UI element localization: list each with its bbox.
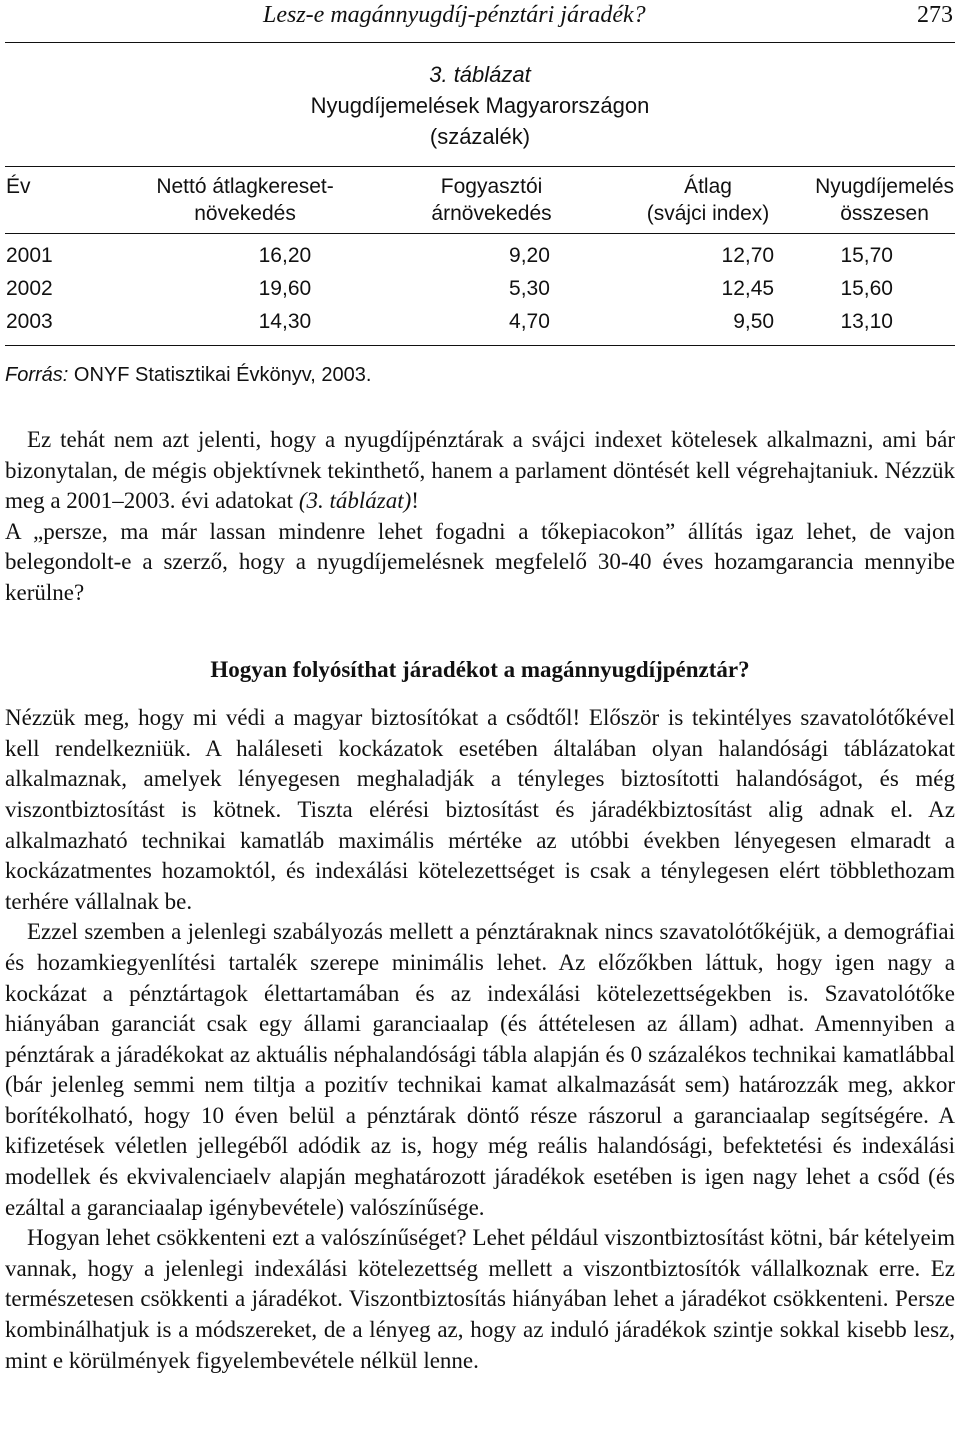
source-label: Forrás: [5,364,69,386]
table-title: Nyugdíjemelések Magyarországon [310,93,650,118]
table-row [5,234,955,273]
col-header-consumer-prices: Fogyasztói árnövekedés [381,167,602,234]
table-cell: 16,20 [258,244,312,267]
table-cell: 15,70 [840,244,893,267]
table-cell: 5,30 [509,277,550,300]
page-number: 273 [917,2,953,28]
table-cell: 14,30 [258,310,312,333]
paragraph: A „persze, ma már lassan mindenre lehet fogadni a tőkepiacokon” állítás igaz lehet, de vajon belegondolt-e a szerző, hogy a nyugdíjemelésnek megfelelő 30-40 éves hozamgarancia mennyibe kerülne? [5,518,955,605]
table-cell: 13,10 [840,310,893,333]
table-row [5,305,955,345]
section-heading: Hogyan folyósíthat járadékot a magánnyugdíjpénztár? [210,656,750,682]
paragraph: Nézzük meg, hogy mi védi a magyar biztosítókat a csődtől! Először is tekintélyes szavatolótőkével kell rendelkezniük. A haláleseti kockázatok esetében általában olyan halandósági táblázatokat alkalmaznak, amelyek lényegesen meghaladják a tényleges biztosítotti halandóságot, és még viszontbiztosítást is kötnek. Tiszta elérési biztosítást és járadékbiztosítást alig adnak el. Az alkalmazható technikai kamatláb maximális mértéke az utóbbi években lényegesen elmaradt a kockázatmentes hozamoktól, és indexálási kötelezettséget is csak a ténylegesen elért többlethozam terhére vállalnak be. [5,705,955,914]
table-cell: 2001 [6,244,53,267]
table-cell: 9,50 [733,310,775,333]
running-head-title: Lesz-e magánnyugdíj-pénztári járadék? [263,2,646,28]
col-header-pension-increase: Nyugdíjemelés összesen [814,167,955,234]
table-cell: 9,20 [509,244,550,267]
body-text [5,425,955,1376]
col-header-swiss-index: Átlag (svájci index) [602,167,814,234]
source-text: ONYF Statisztikai Évkönyv, 2003. [73,364,372,386]
table-number: 3. táblázat [429,62,531,87]
paragraph: Ezzel szemben a jelenlegi szabályozás mellett a pénztáraknak nincs szavatolótőkéjük, a demográfiai és hozamkiegyenlítési tartalék szerepe minimális lehet. Az előzőkben láttuk, hogy igen nagy a kockázat a pénztártagok élettartamában és az indexálási kötelezettségekben is. Szavatolótőke hiányában garanciát csak egy állami garanciaalap (és áttételesen az állam) adhat. Amennyiben a pénztárak a járadékokat az aktuális néphalandósági tábla alapján és 0 százalékos technikai kamatlábbal (bár jelenleg semmi nem tiltja a pozitív technikai kamat alkalmazását sem) határozzák meg, akkor borítékolható, hogy 10 éven belül a pénztárak döntő része rászorul a garanciaalap segítségére. A kifizetések véletlen jellegéből adódik az is, hogy még reális halandósági, befektetési és indexálási modellek és ekvivalenciaelv alapján meghatározott járadékok esetében is igen nagy lehet a csőd (és ezáltal a garanciaalap igénybevétele) valószínűsége. [5,919,955,1220]
running-head [5,0,955,43]
table-cell: 4,70 [509,310,550,333]
table-cell: 15,60 [840,277,893,300]
document-page [5,0,955,1376]
table-caption [5,59,955,152]
col-header-year: Év [5,167,109,234]
table-header-row [5,167,955,234]
table-cell: 2002 [6,277,53,300]
paragraph: Hogyan lehet csökkenteni ezt a valószínűséget? Lehet például viszontbiztosítást kötni, bár kételyeim vannak, hogy a jelenlegi indexálási kötelezettség mellett a viszontbiztosítók vállalkoznak erre. Ez természetesen csökkenti a járadékot. Viszontbiztosítás hiányában lehet a járadékot csökkenteni. Persze kombinálhatjuk is a módszereket, de a lényeg az, hogy az induló járadékok szintje sokkal kisebb lesz, mint e körülmények figyelembevétele nélkül lenne. [5,1225,955,1373]
table-cell: 19,60 [258,277,312,300]
table-unit: (százalék) [429,124,531,149]
table-reference: (3. táblázat) [298,488,412,514]
table-source [5,364,955,387]
table-row [5,272,955,305]
col-header-wage-growth: Nettó átlagkereset- növekedés [109,167,381,234]
table-cell: 12,70 [721,244,775,267]
paragraph: Ez tehát nem azt jelenti, hogy a nyugdíjpénztárak a svájci indexet kötelesek alkalmazni, ami bár bizonytalan, de mégis objektívnek tekinthető, hanem a parlament döntését kell végrehajtaniuk. Nézzük meg a 2001–2003. évi adatokat (3. táblázat)! [5,427,955,514]
table-cell: 2003 [6,310,53,333]
pension-table [5,166,955,346]
table-cell: 12,45 [721,277,775,300]
